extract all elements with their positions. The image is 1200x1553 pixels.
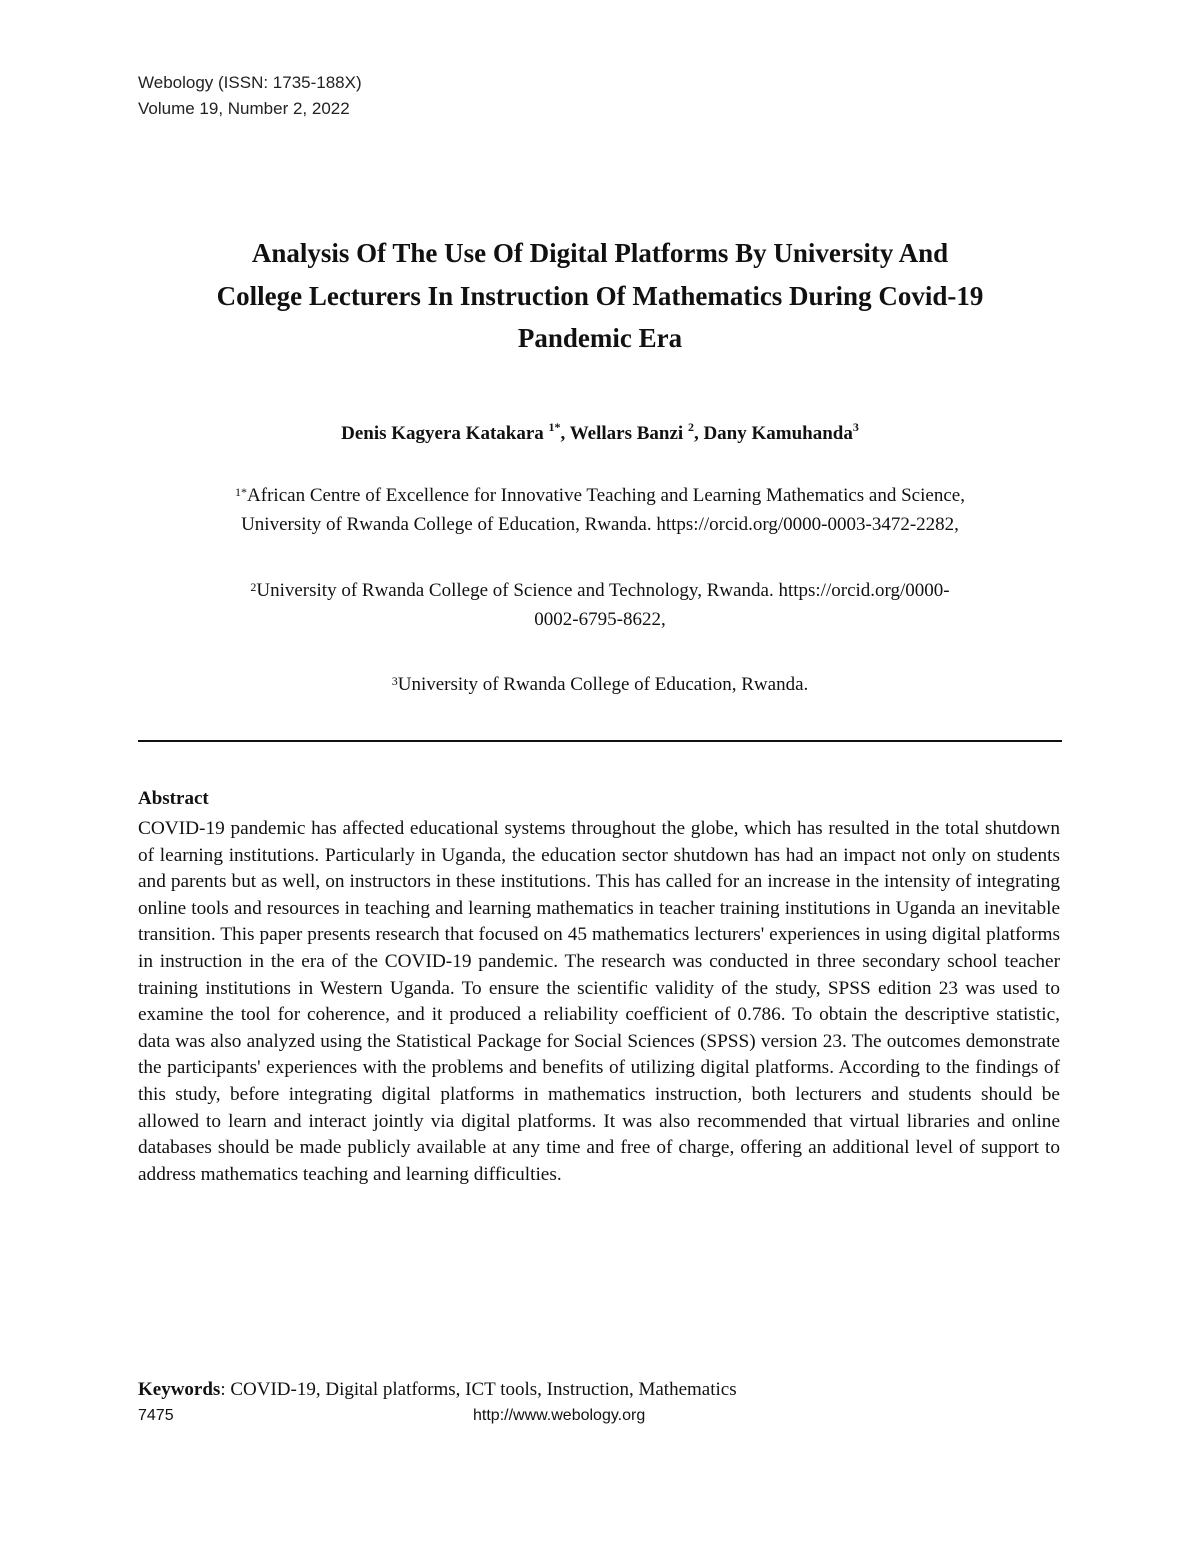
affiliation-line: University of Rwanda College of Education, Rwanda. https://orcid.org/0000-0003-3472-2282,	[241, 514, 959, 535]
affiliation-line: 0002-6795-8622,	[534, 609, 666, 630]
section-divider	[138, 740, 1062, 742]
author-mark: 1*	[548, 420, 561, 434]
author-list	[100, 420, 1100, 445]
running-header	[138, 70, 362, 122]
author-mark: 2	[687, 420, 694, 434]
affiliation-mark: 2	[250, 580, 257, 594]
keywords-label: Keywords	[138, 1379, 221, 1400]
author-name: Dany Kamuhanda	[703, 423, 853, 444]
separator: ,	[693, 423, 704, 444]
affiliation-1	[100, 481, 1100, 539]
affiliation-line: African Centre of Excellence for Innovative Teaching and Learning Mathematics and Science,	[247, 485, 965, 506]
affiliation-mark: 1*	[235, 485, 248, 499]
abstract-text: COVID-19 pandemic has affected educational systems throughout the globe, which has resulted in the total shutdown of learning institutions. Particularly in Uganda, the education sector shutdown has had an impact not only on students and parents but as well, on instructors in these institutions. This has called for an increase in the intensity of integrating online tools and resources in teaching and learning mathematics in teacher training institutions in Uganda an inevitable transition. This paper presents research that focused on 45 mathematics lecturers' experiences in using digital platforms in instruction in the era of the COVID-19 pandemic. The research was conducted in three secondary school teacher training institutions in Western Uganda. To ensure the scientific validity of the study, SPSS edition 23 was used to examine the tool for coherence, and it produced a reliability coefficient of 0.786. To obtain the descriptive statistic, data was also analyzed using the Statistical Package for Social Sciences (SPSS) version 23. The outcomes demonstrate the participants' experiences with the problems and benefits of utilizing digital platforms. According to the findings of this study, before integrating digital platforms in mathematics instruction, both lecturers and students should be allowed to learn and interact jointly via digital platforms. It was also recommended that virtual libraries and online databases should be made publicly available at any time and free of charge, offering an additional level of support to address mathematics teaching and learning difficulties.	[138, 818, 1060, 1185]
abstract-heading: Abstract	[138, 788, 209, 809]
author-mark: 3	[852, 420, 859, 434]
title-line: Pandemic Era	[517, 323, 683, 353]
affiliation-3	[100, 670, 1100, 699]
title-line: College Lecturers In Instruction Of Mathematics During Covid-19	[216, 280, 984, 311]
journal-url: http://www.webology.org	[473, 1407, 646, 1424]
keywords	[138, 1379, 737, 1401]
author-name: Denis Kagyera Katakara	[341, 423, 544, 444]
page-number: 7475	[138, 1407, 174, 1424]
journal-issn: Webology (ISSN: 1735-188X)	[138, 73, 362, 92]
title-line: Analysis Of The Use Of Digital Platforms By University And	[251, 238, 949, 268]
affiliation-line: University of Rwanda College of Education, Rwanda.	[397, 674, 809, 695]
affiliation-line: University of Rwanda College of Science and Technology, Rwanda. https://orcid.org/0000-	[256, 580, 950, 601]
affiliation-2	[100, 576, 1100, 634]
affiliation-mark: 3	[391, 674, 398, 688]
author-name: Wellars Banzi	[569, 423, 684, 444]
separator: ,	[560, 423, 570, 444]
volume-info: Volume 19, Number 2, 2022	[138, 99, 350, 118]
paper-title	[100, 232, 1100, 360]
keywords-text: : COVID-19, Digital platforms, ICT tools, Instruction, Mathematics	[220, 1379, 737, 1400]
